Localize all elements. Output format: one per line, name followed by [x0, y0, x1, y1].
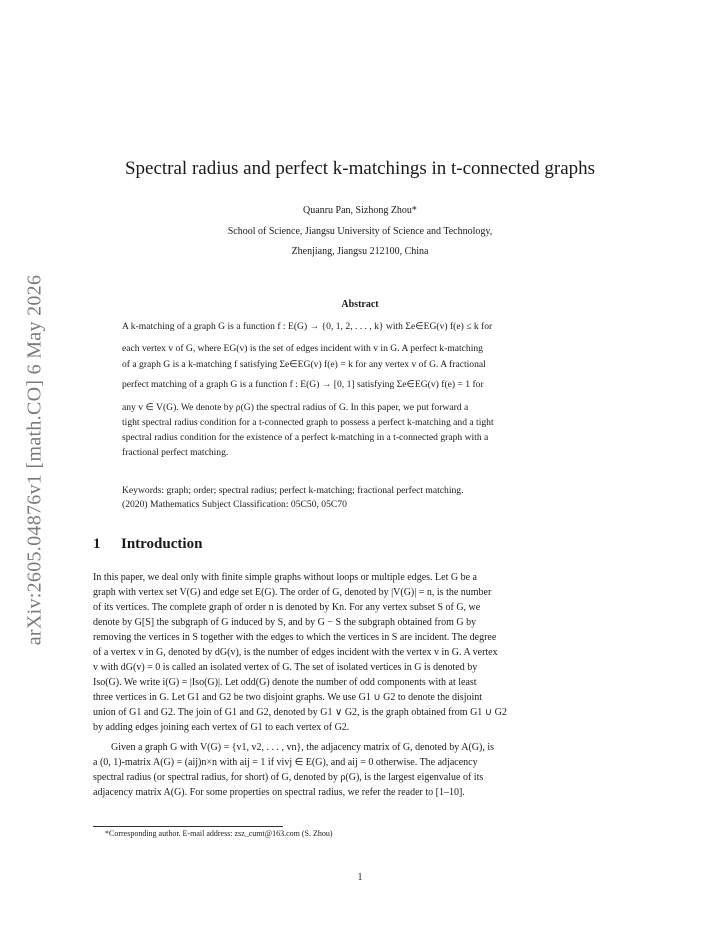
- section-number: 1: [93, 536, 101, 552]
- body-line: Given a graph G with V(G) = {v1, v2, . . . , vn}, the adjacency matrix of G, denoted by A(G), is: [111, 742, 495, 753]
- msc-classification: (2020) Mathematics Subject Classification: 05C50, 05C70: [122, 499, 347, 510]
- body-line: three vertices in G. Let G1 and G2 be two disjoint graphs. We use G1 ∪ G2 to denote the disjoint: [93, 692, 483, 703]
- abstract-line: each vertex v of G, where EG(v) is the set of edges incident with v in G. A perfect k-matching: [122, 343, 483, 354]
- abstract-line: perfect matching of a graph G is a function f : E(G) → [0, 1] satisfying Σe∈EG(v) f(e) = 1 for: [122, 379, 484, 390]
- abstract-line: A k-matching of a graph G is a function f : E(G) → {0, 1, 2, . . . , k} with Σe∈EG(v) f(e) ≤ k for: [122, 321, 493, 332]
- arxiv-stamp: arXiv:2605.04876v1 [math.CO] 6 May 2026: [23, 274, 46, 646]
- body-line: removing the vertices in S together with the edges to which the vertices in S are incident. The degree: [93, 632, 497, 643]
- body-line: graph with vertex set V(G) and edge set E(G). The order of G, denoted by |V(G)| = n, is the number: [93, 587, 492, 598]
- body-line: In this paper, we deal only with finite simple graphs without loops or multiple edges. Let G be a: [93, 572, 477, 583]
- abstract-line: fractional perfect matching.: [122, 447, 229, 458]
- footnote-rule: [93, 826, 283, 827]
- paper-title: Spectral radius and perfect k-matchings in t-connected graphs: [124, 158, 596, 179]
- abstract-line: of a graph G is a k-matching f satisfying Σe∈EG(v) f(e) = k for any vertex v of G. A fractional: [122, 359, 486, 370]
- authors: Quanru Pan, Sizhong Zhou*: [303, 205, 417, 216]
- abstract-line: spectral radius condition for the existence of a perfect k-matching in a t-connected graph with a: [122, 432, 489, 443]
- page-number: 1: [357, 872, 363, 883]
- body-line: by adding edges joining each vertex of G1 to each vertex of G2.: [93, 722, 350, 733]
- affiliation-line-1: School of Science, Jiangsu University of Science and Technology,: [227, 226, 493, 237]
- body-line: a (0, 1)-matrix A(G) = (aij)n×n with aij = 1 if vivj ∈ E(G), and aij = 0 otherwise. The adjacency: [93, 757, 478, 768]
- body-line: spectral radius (or spectral radius, for short) of G, denoted by ρ(G), is the largest eigenvalue of its: [93, 772, 484, 783]
- abstract-line: tight spectral radius condition for a t-connected graph to possess a perfect k-matching and a tight: [122, 417, 494, 428]
- body-line: of a vertex v in G, denoted by dG(v), is the number of edges incident with the vertex v in G. A vertex: [93, 647, 498, 658]
- abstract-heading: Abstract: [341, 299, 379, 310]
- abstract-line: any v ∈ V(G). We denote by ρ(G) the spectral radius of G. In this paper, we put forward a: [122, 402, 469, 413]
- keywords: Keywords: graph; order; spectral radius; perfect k-matching; fractional perfect matching.: [122, 485, 464, 496]
- section-title: Introduction: [121, 536, 203, 552]
- affiliation-line-2: Zhenjiang, Jiangsu 212100, China: [291, 246, 429, 257]
- body-line: union of G1 and G2. The join of G1 and G2, denoted by G1 ∨ G2, is the graph obtained from G1 ∪ G2: [93, 707, 507, 718]
- body-line: of its vertices. The complete graph of order n is denoted by Kn. For any vertex subset S of G, we: [93, 602, 481, 613]
- body-line: adjacency matrix A(G). For some properties on spectral radius, we refer the reader to [1–10].: [93, 787, 465, 798]
- section-heading: [93, 536, 202, 553]
- body-line: Iso(G). We write i(G) = |Iso(G)|. Let odd(G) denote the number of odd components with at least: [93, 677, 477, 688]
- footnote: *Corresponding author. E-mail address: zsz_cumt@163.com (S. Zhou): [105, 829, 333, 838]
- body-line: v with dG(v) = 0 is called an isolated vertex of G. The set of isolated vertices in G is denoted by: [93, 662, 478, 673]
- body-line: denote by G[S] the subgraph of G induced by S, and by G − S the subgraph obtained from G by: [93, 617, 477, 628]
